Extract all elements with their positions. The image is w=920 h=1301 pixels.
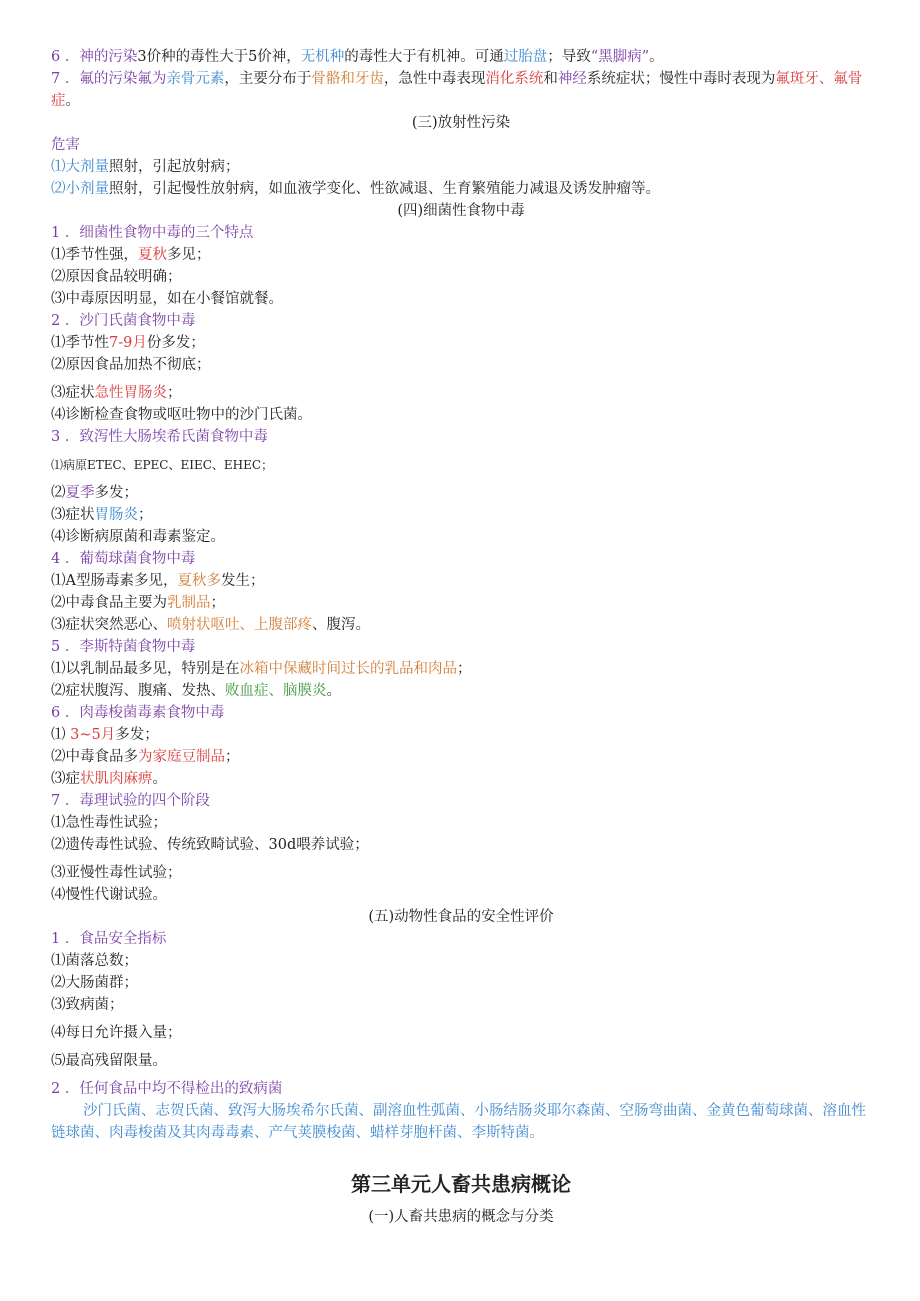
text-line <box>51 504 871 526</box>
text-segment: 冰箱中保藏时间过长的乳品和肉品 <box>239 661 457 677</box>
text-segment: 过胎盘 <box>503 49 548 65</box>
text-segment: 1 ．细菌性食物中毒的三个特点 <box>51 225 254 241</box>
text-segment: 、腹泻。 <box>312 617 370 633</box>
text-line <box>51 928 871 950</box>
text-segment: 夏季 <box>65 485 95 501</box>
text-line <box>51 288 871 310</box>
text-segment: 2 ．沙门氏菌食物中毒 <box>51 313 196 329</box>
text-segment: ； <box>225 749 240 765</box>
text-segment: (四)细菌性食物中毒 <box>397 203 525 219</box>
text-line <box>51 1022 871 1044</box>
text-segment: 3价种的毒性大于5价神， <box>137 49 301 65</box>
text-line <box>51 570 871 592</box>
text-segment: ；导致 <box>547 49 591 65</box>
text-segment: ⑵中毒食品主要为 <box>51 595 167 611</box>
text-line <box>51 68 871 112</box>
text-line <box>51 222 871 244</box>
text-segment: ，主要分布于 <box>224 71 312 87</box>
text-segment: (五)动物性食品的安全性评价 <box>368 909 554 925</box>
text-segment: 亲骨元素 <box>166 71 225 87</box>
text-line <box>51 134 871 156</box>
text-line <box>51 834 871 856</box>
text-segment: ； <box>138 507 153 523</box>
text-line <box>51 614 871 636</box>
text-segment: ⑴以乳制品最多见，特别是在 <box>51 661 240 677</box>
text-line <box>51 768 871 790</box>
text-segment: 喷射状呕吐、上腹部疼 <box>167 617 312 633</box>
text-segment: ⑶症状 <box>51 385 95 401</box>
text-segment: 骨骼和牙齿 <box>311 71 384 87</box>
text-line <box>51 266 871 288</box>
text-line <box>51 592 871 614</box>
section-heading <box>51 200 871 222</box>
text-segment: 多发； <box>94 485 138 501</box>
text-segment: ⑵中毒食品多 <box>51 749 138 765</box>
text-segment: ⑴菌落总数； <box>51 953 138 969</box>
text-segment: ⑴急性毒性试验； <box>51 815 167 831</box>
text-segment: 胃肠炎 <box>94 507 138 523</box>
text-segment: 照射，引起放射病； <box>109 159 240 175</box>
text-segment: ； <box>167 385 182 401</box>
text-segment: ⑷每日允许摄入量； <box>51 1025 182 1041</box>
text-segment: 危害 <box>51 137 80 153</box>
text-segment: ⑶症状突然恶心、 <box>51 617 167 633</box>
text-segment: ⑴ <box>51 727 71 743</box>
text-segment: ⑷诊断病原菌和毒素鉴定。 <box>51 529 225 545</box>
line-gap <box>51 1144 871 1168</box>
text-line <box>51 702 871 724</box>
text-line <box>51 178 871 200</box>
text-segment: ⑵原因食品较明确； <box>51 269 182 285</box>
text-line <box>51 994 871 1016</box>
text-segment: ； <box>457 661 472 677</box>
text-line <box>51 46 871 68</box>
text-segment: ⑶中毒原因明显，如在小餐馆就餐。 <box>51 291 283 307</box>
text-line <box>51 1050 871 1072</box>
document-body <box>51 46 871 1228</box>
text-line <box>51 156 871 178</box>
text-segment: 2 ．任何食品中均不得检出的致病菌 <box>51 1081 283 1097</box>
text-line <box>51 310 871 332</box>
text-line <box>51 454 871 476</box>
text-segment: 3 ．致泻性大肠埃希氏菌食物中毒 <box>51 429 268 445</box>
text-segment: 和 <box>543 71 558 87</box>
text-segment: 的毒性大于有机神。可通 <box>344 49 504 65</box>
text-line <box>51 746 871 768</box>
text-line <box>51 658 871 680</box>
text-line <box>51 884 871 906</box>
text-segment: 。 <box>152 771 167 787</box>
text-line <box>51 1078 871 1100</box>
text-segment: 多发； <box>115 727 159 743</box>
text-segment: ⑵症状腹泻、腹痛、发热、 <box>51 683 225 699</box>
text-line <box>51 790 871 812</box>
text-segment: ⑷诊断检查食物或呕吐物中的沙门氏菌。 <box>51 407 312 423</box>
text-line <box>51 426 871 448</box>
section-heading <box>51 906 871 928</box>
text-segment: 状肌肉麻痹 <box>80 771 153 787</box>
text-segment: 乳制品 <box>167 595 211 611</box>
text-line <box>51 812 871 834</box>
text-line <box>51 354 871 376</box>
text-segment: ⑵小剂量 <box>51 181 109 197</box>
text-segment: 急性胃肠炎 <box>94 385 167 401</box>
text-segment: 7 ．毒理试验的四个阶段 <box>51 793 210 809</box>
text-segment: 系统症状；慢性中毒时表现为 <box>586 71 776 87</box>
text-segment: 第三单元人畜共患病概论 <box>351 1172 571 1196</box>
text-segment: ⑴大剂量 <box>51 159 109 175</box>
text-segment: “黑脚病” <box>590 49 650 65</box>
text-segment: (三)放射性污染 <box>411 115 511 131</box>
text-segment: ⑷慢性代谢试验。 <box>51 887 167 903</box>
text-segment: 夏秋 <box>138 247 167 263</box>
text-segment: 夏秋多 <box>177 573 221 589</box>
text-segment: ⑵原因食品加热不彻底； <box>51 357 211 373</box>
text-line <box>51 482 871 504</box>
text-line <box>51 548 871 570</box>
text-segment: ⑶致病菌； <box>51 997 124 1013</box>
text-line <box>51 244 871 266</box>
text-segment: ⑴病原ETEC、EPEC、EIEC、EHEC； <box>51 458 274 472</box>
text-segment: 多见； <box>167 247 211 263</box>
text-line <box>51 862 871 884</box>
text-segment: ； <box>210 595 225 611</box>
text-segment: 。 <box>65 93 80 109</box>
text-line <box>51 404 871 426</box>
text-segment: 6 ．肉毒梭菌毒素食物中毒 <box>51 705 225 721</box>
text-segment: ⑵ <box>51 485 66 501</box>
text-segment: ⑴A型肠毒素多见， <box>51 573 178 589</box>
text-segment: 氟的污染氟为 <box>79 71 167 87</box>
text-line <box>51 950 871 972</box>
section-heading <box>51 112 871 134</box>
text-segment: ⑶症状 <box>51 507 95 523</box>
text-segment: 败血症、脑膜炎 <box>225 683 327 699</box>
text-segment: 无机种 <box>300 49 345 65</box>
text-segment: ⑵大肠菌群； <box>51 975 138 991</box>
text-segment: ⑶亚慢性毒性试验； <box>51 865 182 881</box>
text-segment: 发生； <box>220 573 265 589</box>
text-segment: ⑴季节性 <box>51 335 109 351</box>
text-segment: 。 <box>326 683 341 699</box>
text-segment: ⑶症 <box>51 771 80 787</box>
text-segment: 沙门氏菌、志贺氏菌、致泻大肠埃希尔氏菌、副溶血性弧菌、小肠结肠炎耶尔森菌、空肠弯曲菌、金黄色葡萄球菌、溶血性链球菌、肉毒梭菌及其肉毒毒素、产气荚膜梭菌、蜡样芽胞杆菌、李斯特菌。 <box>51 1103 866 1141</box>
text-line <box>51 332 871 354</box>
text-segment: 为家庭豆制品 <box>138 749 225 765</box>
text-segment: (一)人畜共患病的概念与分类 <box>368 1209 554 1225</box>
text-segment: 6 ． <box>51 49 80 65</box>
text-segment: 7-9月 <box>109 335 147 351</box>
text-segment: 4 ．葡萄球菌食物中毒 <box>51 551 196 567</box>
paragraph <box>51 1100 871 1144</box>
text-segment: 神经 <box>557 71 587 87</box>
text-line <box>51 382 871 404</box>
text-segment: 份多发； <box>146 335 205 351</box>
text-line <box>51 680 871 702</box>
section-heading <box>51 1206 871 1228</box>
text-line <box>51 724 871 746</box>
text-segment: 神的污染 <box>79 49 138 65</box>
text-segment: ⑴季节性强， <box>51 247 138 263</box>
text-segment: 照射，引起慢性放射病，如血液学变化、性欲减退、生育繁殖能力减退及诱发肿瘤等。 <box>109 181 660 197</box>
text-segment: 1 ．食品安全指标 <box>51 931 167 947</box>
text-segment: 3~5月 <box>70 727 116 743</box>
text-segment: 。 <box>649 49 664 65</box>
text-segment: ⑵遗传毒性试验、传统致畸试验、30d喂养试验； <box>51 837 369 853</box>
text-line <box>51 972 871 994</box>
text-segment: 5 ．李斯特菌食物中毒 <box>51 639 196 655</box>
unit-title <box>51 1168 871 1200</box>
text-line <box>51 526 871 548</box>
text-segment: 氟斑牙、氟骨症 <box>51 71 863 109</box>
text-segment: 消化系统 <box>485 71 544 87</box>
text-segment: ⑸最高残留限量。 <box>51 1053 167 1069</box>
text-line <box>51 636 871 658</box>
text-segment: 7 ． <box>51 71 80 87</box>
text-segment: ，急性中毒表现 <box>383 71 486 87</box>
